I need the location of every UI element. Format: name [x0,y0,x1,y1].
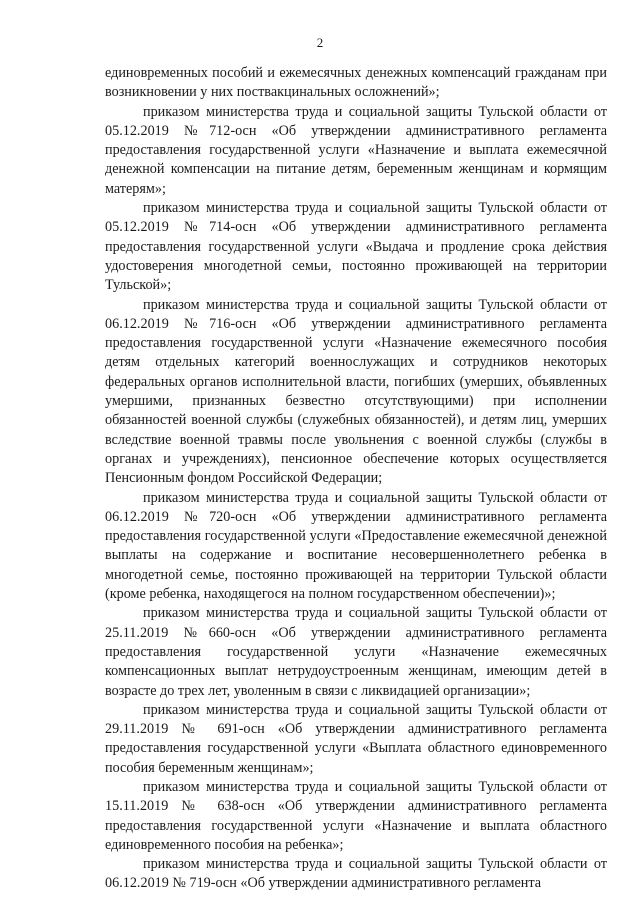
paragraph-5: приказом министерства труда и социальной защиты Тульской области от 06.12.2019 №720-осн «Об утверждении административного регламента предоставления государственной услуги «Предоставление ежемесячной денежной выплаты на содержание и воспитание несовершеннолетнего ребенка в многодетной семье, постоянно проживающей на территории Тульской области (кроме ребенка, находящегося на полном государственном обеспечении)»; [105,489,607,603]
document-body [105,64,607,894]
paragraph-3: приказом министерства труда и социальной защиты Тульской области от 05.12.2019 №714-осн «Об утверждении административного регламента предоставления государственной услуги «Выдача и продление срока действия удостоверения многодетной семьи, постоянно проживающей на территории Тульской»; [105,200,607,294]
paragraph-7: приказом министерства труда и социальной защиты Тульской области от 29.11.2019 № 691-осн «Об утверждении административного регламента предоставления государственной услуги «Выплата областного единовременного пособия беременным женщинам»; [105,701,607,776]
paragraph-9: приказом министерства труда и социальной защиты Тульской области от 06.12.2019 № 719-осн «Об утверждении административного регламента [105,856,607,892]
paragraph-6: приказом министерства труда и социальной защиты Тульской области от 25.11.2019 №660-осн «Об утверждении административного регламента предоставления государственной услуги «Назначение ежемесячных компенсационных выплат нетрудоустроенным женщинам, имеющим детей в возрасте до трех лет, уволенным в связи с ликвидацией организации»; [105,605,607,699]
paragraph-2: приказом министерства труда и социальной защиты Тульской области от 05.12.2019 №712-осн «Об утверждении административного регламента предоставления государственной услуги «Назначение и выплата ежемесячной денежной компенсации на питание детям, беременным женщинам и кормящим матерям»; [105,103,607,197]
paragraph-4: приказом министерства труда и социальной защиты Тульской области от 06.12.2019 №716-осн «Об утверждении административного регламента предоставления государственной услуги «Назначение ежемесячного пособия детям отдельных категорий военнослужащих и сотрудников некоторых федеральных органов исполнительной власти, погибших (умерших, объявленных умершими, признанных безвестно отсутствующими) при исполнении обязанностей военной службы (служебных обязанностей), и детям лиц, умерших вследствие военной травмы после увольнения с военной службы (службы в органах и учреждениях), пенсионное обеспечение которых осуществляется Пенсионным фондом Российской Федерации; [105,296,607,487]
page-number: 2 [316,35,324,50]
paragraph-8: приказом министерства труда и социальной защиты Тульской области от 15.11.2019 № 638-осн «Об утверждении административного регламента предоставления государственной услуги «Назначение и выплата областного единовременного пособия на ребенка»; [105,778,607,853]
paragraph-1: единовременных пособий и ежемесячных денежных компенсаций гражданам при возникновении у них поствакцинальных осложнений»; [105,65,607,101]
